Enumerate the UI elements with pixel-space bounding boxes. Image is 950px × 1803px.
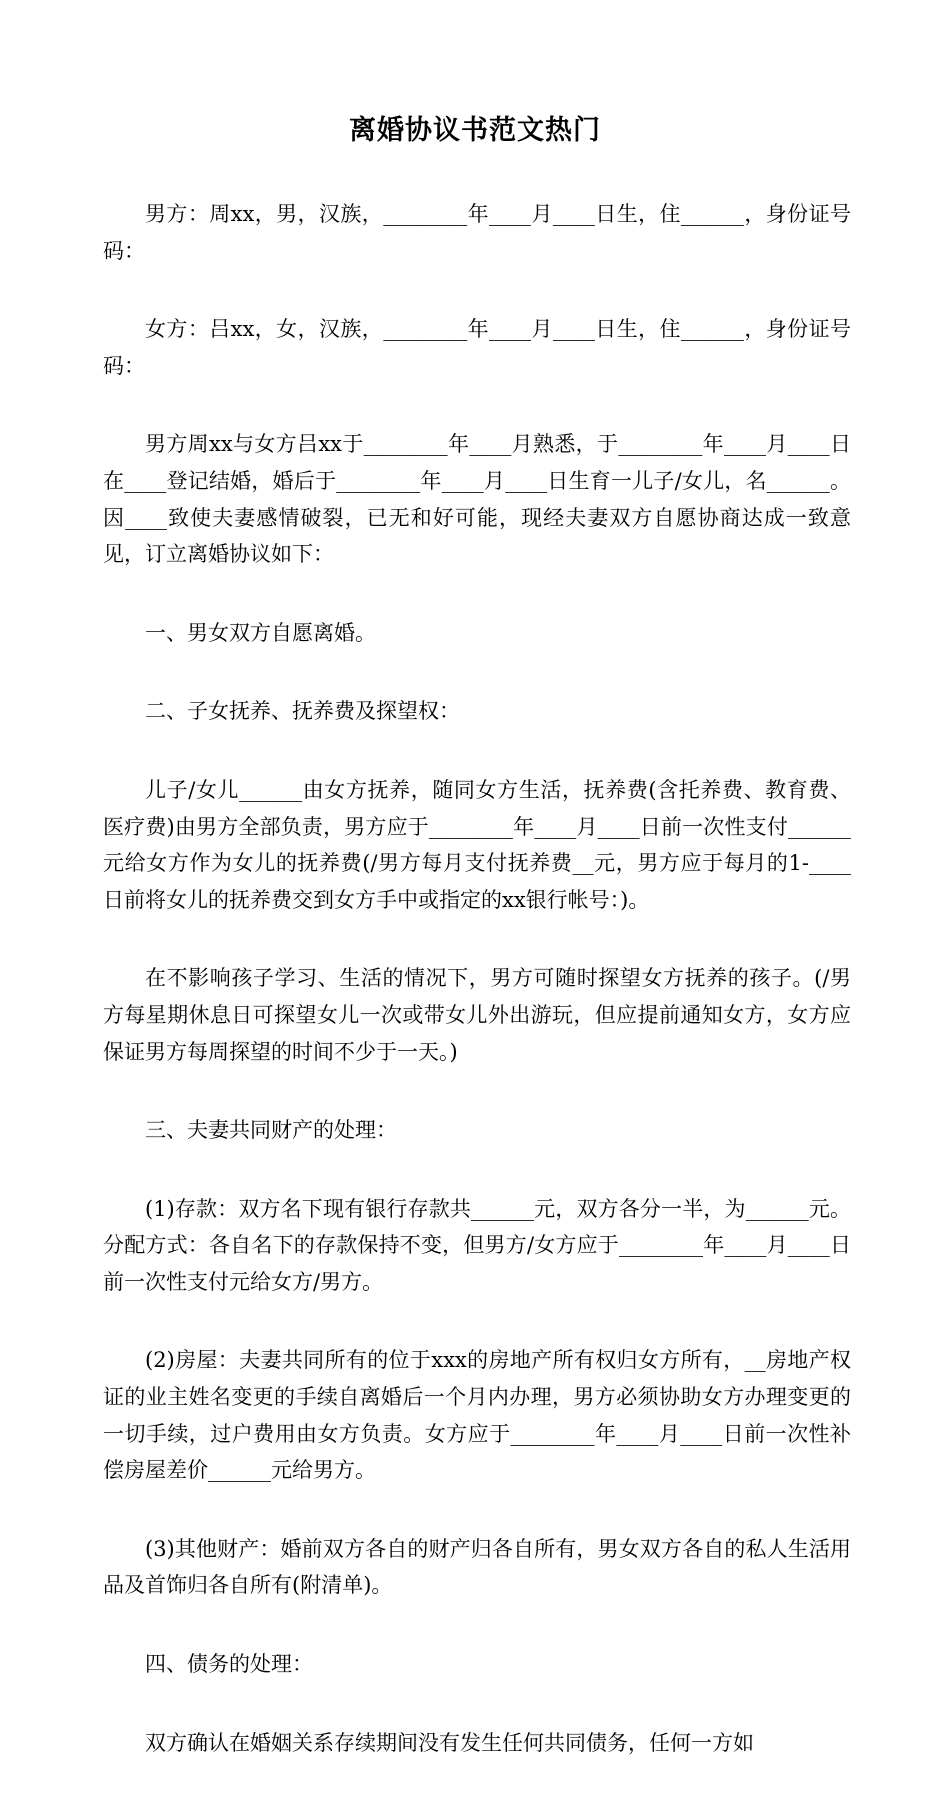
female-party-info: 女方：吕xx，女，汉族，________年____月____日生，住______，身份证号码： [103, 317, 851, 378]
other-property-paragraph: (3)其他财产：婚前双方各自的财产归各自所有，男女双方各自的私人生活用品及首饰归各自所有(附清单)。 [103, 1536, 851, 1598]
clause-3-heading: 三、夫妻共同财产的处理： [145, 1118, 397, 1143]
child-custody-paragraph: 儿子/女儿______由女方抚养，随同女方生活，抚养费(含托养费、教育费、医疗费)由男方全部负责，男方应于________年____月____日前一次性支付______元给女方作为女儿的抚养费(/男方每月支付抚养费__元，男方应于每月的1-____日前将女儿的抚养费交到女方手中或指定的xx银行帐号：)。 [103, 777, 851, 912]
male-party-info: 男方：周xx，男，汉族，________年____月____日生，住______，身份证号码： [103, 202, 851, 263]
clause-4-heading: 四、债务的处理： [145, 1652, 313, 1677]
document-body [103, 196, 851, 1803]
clause-1-heading: 一、男女双方自愿离婚。 [145, 620, 376, 645]
visitation-paragraph: 在不影响孩子学习、生活的情况下，男方可随时探望女方抚养的孩子。(/男方每星期休息日可探望女儿一次或带女儿外出游玩，但应提前通知女方，女方应保证男方每周探望的时间不少于一天。) [103, 966, 851, 1064]
clause-2-heading: 二、子女抚养、抚养费及探望权： [145, 699, 460, 724]
house-paragraph: (2)房屋：夫妻共同所有的位于xxx的房地产所有权归女方所有，__房地产权证的业主姓名变更的手续自离婚后一个月内办理，男方必须协助女方办理变更的一切手续，过户费用由女方负责。女方应于________年____月____日前一次性补偿房屋差价______元给男方。 [103, 1348, 851, 1483]
document-title: 离婚协议书范文热门 [349, 115, 601, 146]
marriage-background: 男方周xx与女方吕xx于________年____月熟悉，于________年____月____日在____登记结婚，婚后于________年____月____日生育一儿子/女儿，名______。因____致使夫妻感情破裂，已无和好可能，现经夫妻双方自愿协商达成一致意见，订立离婚协议如下： [103, 432, 851, 567]
debt-paragraph: 双方确认在婚姻关系存续期间没有发生任何共同债务，任何一方如 [145, 1730, 754, 1755]
deposits-paragraph: (1)存款：双方名下现有银行存款共______元，双方各分一半，为______元。分配方式：各自名下的存款保持不变，但男方/女方应于________年____月____日前一次性支付元给女方/男方。 [103, 1196, 851, 1294]
